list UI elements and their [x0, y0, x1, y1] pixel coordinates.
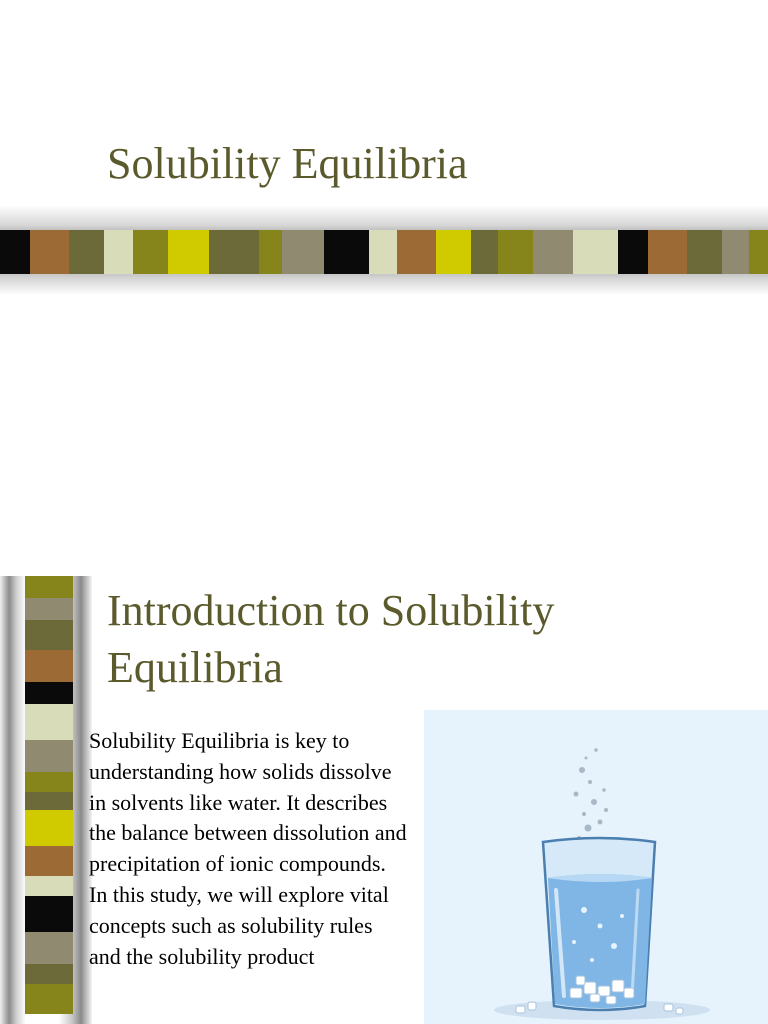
- side-bar-stripe: [25, 896, 73, 932]
- glass-of-water-icon: [424, 710, 768, 1024]
- band-stripe: [722, 230, 750, 274]
- band-stripe: [397, 230, 436, 274]
- bubbles-icon: [574, 748, 609, 840]
- side-bar-stripe: [25, 620, 73, 650]
- side-bar-stripe: [25, 792, 73, 810]
- side-bar-stripe: [25, 772, 73, 792]
- band-stripe: [0, 230, 30, 274]
- band-stripe: [436, 230, 471, 274]
- band-stripe: [168, 230, 209, 274]
- band-stripe: [69, 230, 104, 274]
- band-stripe: [324, 230, 369, 274]
- decorative-color-band: [0, 230, 768, 274]
- side-bar-stripe: [25, 704, 73, 740]
- band-stripe: [573, 230, 618, 274]
- side-bar-stripe: [25, 682, 73, 704]
- side-bar-stripe: [25, 598, 73, 620]
- side-bar-stripe: [25, 576, 73, 598]
- band-stripe: [687, 230, 722, 274]
- heading-line-1: Introduction to Solubility: [107, 586, 555, 635]
- slide-title: Solubility Equilibria: [107, 139, 468, 188]
- side-bar-stripe: [25, 650, 73, 682]
- side-bar-stripe: [25, 740, 73, 772]
- intro-slide: [0, 576, 768, 1024]
- band-stripe: [648, 230, 687, 274]
- side-bar-stripe: [25, 932, 73, 964]
- band-stripe: [533, 230, 572, 274]
- band-stripe: [209, 230, 258, 274]
- band-stripe: [133, 230, 168, 274]
- band-stripe: [498, 230, 533, 274]
- side-bar-stripe: [25, 846, 73, 876]
- decorative-side-bar: [25, 576, 73, 1024]
- band-stripe: [471, 230, 499, 274]
- side-bar-stripe: [25, 964, 73, 984]
- band-stripe: [259, 230, 283, 274]
- side-bar-stripe: [25, 984, 73, 1014]
- band-stripe: [104, 230, 134, 274]
- heading-line-2: Equilibria: [107, 643, 283, 692]
- slide-body-text: Solubility Equilibria is key to understanding how solids dissolve in solvents like water. It describes the balance between dissolution and precipitation of ionic compounds. In this study, we will explore vital concepts such as solubility rules and the solubility product: [89, 728, 407, 969]
- band-stripe: [282, 230, 323, 274]
- band-stripe: [749, 230, 768, 274]
- band-stripe: [369, 230, 397, 274]
- band-stripe: [618, 230, 648, 274]
- water-glass-illustration: [424, 710, 768, 1024]
- side-bar-stripe: [25, 810, 73, 846]
- slide-heading: [107, 582, 707, 696]
- side-bar-stripe: [25, 876, 73, 896]
- band-stripe: [30, 230, 69, 274]
